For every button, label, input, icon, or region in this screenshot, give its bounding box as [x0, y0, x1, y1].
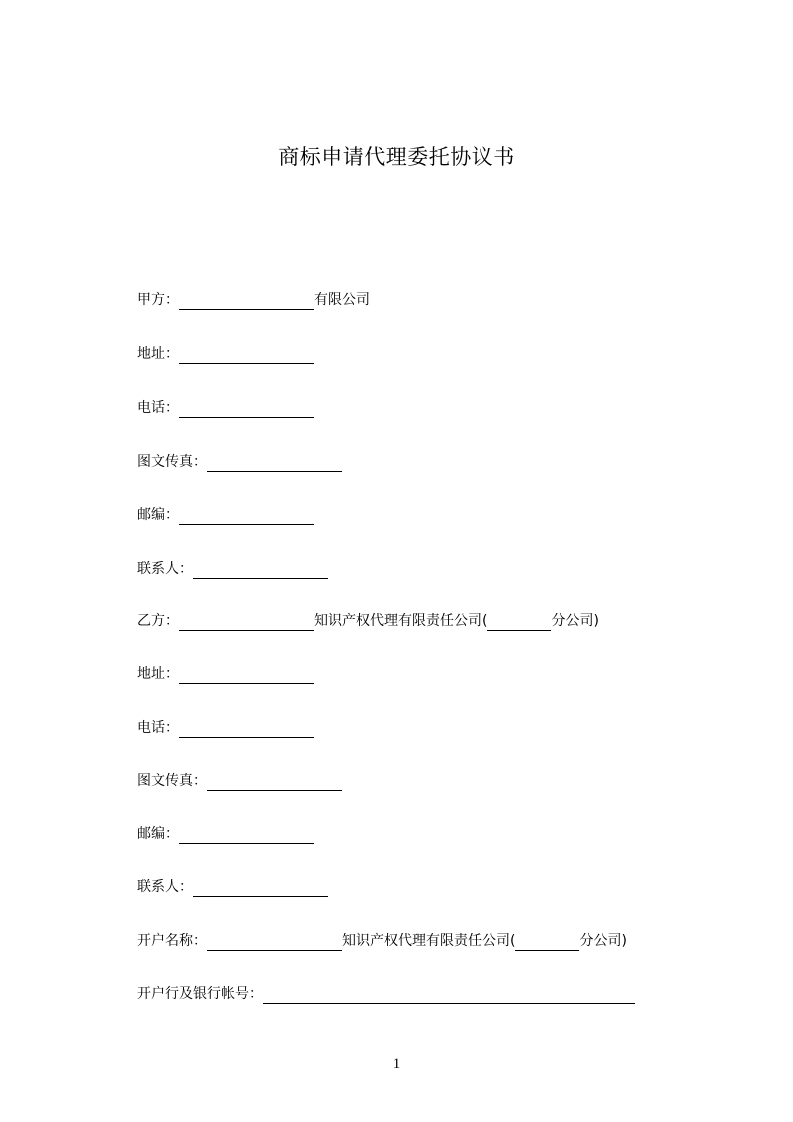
- party-a-phone-blank[interactable]: [179, 401, 314, 418]
- party-b-fax-row: [137, 771, 342, 791]
- party-b-phone-row: [137, 718, 314, 738]
- account-name-suffix-end: 分公司): [579, 933, 627, 949]
- party-b-postcode-label: 邮编：: [137, 826, 179, 842]
- party-b-postcode-blank[interactable]: [179, 827, 314, 844]
- bank-account-row: [137, 984, 635, 1004]
- party-a-contact-blank[interactable]: [193, 562, 328, 579]
- party-a-postcode-row: [137, 505, 314, 525]
- party-a-name-row: [137, 290, 370, 310]
- party-a-name-suffix: 有限公司: [314, 292, 370, 308]
- party-a-fax-blank[interactable]: [207, 455, 342, 472]
- bank-account-blank[interactable]: [263, 987, 635, 1004]
- account-name-row: [137, 931, 627, 951]
- party-b-name-blank[interactable]: [179, 614, 314, 631]
- party-b-fax-blank[interactable]: [207, 774, 342, 791]
- party-a-contact-row: [137, 559, 328, 579]
- account-name-label: 开户名称：: [137, 933, 207, 949]
- party-a-address-blank[interactable]: [179, 347, 314, 364]
- party-a-phone-row: [137, 398, 314, 418]
- party-a-fax-label: 图文传真：: [137, 454, 207, 470]
- party-b-name-suffix-end: 分公司): [551, 613, 599, 629]
- party-a-contact-label: 联系人：: [137, 561, 193, 577]
- party-a-address-row: [137, 344, 314, 364]
- party-a-postcode-label: 邮编：: [137, 507, 179, 523]
- party-a-phone-label: 电话：: [137, 400, 179, 416]
- party-b-contact-blank[interactable]: [193, 880, 328, 897]
- account-name-suffix-main: 知识产权代理有限责任公司(: [342, 933, 516, 949]
- page-number: 1: [392, 1056, 401, 1072]
- party-b-name-label: 乙方：: [137, 613, 179, 629]
- party-a-name-label: 甲方：: [137, 292, 179, 308]
- party-a-postcode-blank[interactable]: [179, 508, 314, 525]
- party-a-address-label: 地址：: [137, 346, 179, 362]
- party-b-contact-row: [137, 877, 328, 897]
- party-b-address-row: [137, 664, 314, 684]
- party-b-name-row: [137, 611, 599, 631]
- party-b-address-blank[interactable]: [179, 667, 314, 684]
- party-b-branch-blank[interactable]: [487, 614, 551, 631]
- party-a-name-blank[interactable]: [179, 293, 314, 310]
- party-a-fax-row: [137, 452, 342, 472]
- document-title: 商标申请代理委托协议书: [278, 145, 515, 169]
- bank-account-label: 开户行及银行帐号：: [137, 986, 263, 1002]
- party-b-fax-label: 图文传真：: [137, 773, 207, 789]
- party-b-address-label: 地址：: [137, 666, 179, 682]
- party-b-name-suffix-main: 知识产权代理有限责任公司(: [314, 613, 488, 629]
- party-b-phone-blank[interactable]: [179, 721, 314, 738]
- account-name-blank[interactable]: [207, 934, 342, 951]
- party-b-contact-label: 联系人：: [137, 879, 193, 895]
- party-b-postcode-row: [137, 824, 314, 844]
- party-b-phone-label: 电话：: [137, 720, 179, 736]
- account-branch-blank[interactable]: [515, 934, 579, 951]
